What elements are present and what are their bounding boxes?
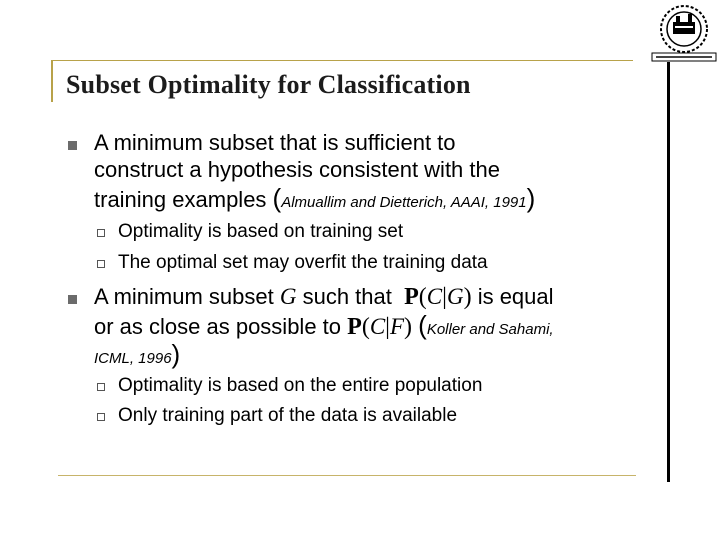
bullet-1-sub-2: The optimal set may overfit the training data bbox=[118, 252, 488, 273]
bullet-2-sub-1: Optimality is based on the entire population bbox=[118, 375, 483, 396]
sub-bullet-marker bbox=[97, 229, 105, 237]
sub-bullet-marker bbox=[97, 260, 105, 268]
university-seal-icon bbox=[648, 0, 720, 64]
math-var-g: G bbox=[279, 284, 297, 309]
title-top-rule bbox=[53, 60, 633, 61]
bullet-2-sub-2: Only training part of the data is available bbox=[118, 405, 458, 426]
math-bar: | bbox=[442, 284, 447, 310]
bullet-2-text-a: A minimum subset bbox=[94, 284, 274, 309]
math-open-paren: ( bbox=[361, 314, 370, 340]
right-vertical-bar bbox=[667, 62, 670, 482]
bullet-1-line-3 bbox=[94, 185, 535, 216]
bullet-2-text-c: is equal bbox=[471, 284, 554, 309]
citation-2b: ICML, 1996 bbox=[94, 350, 172, 367]
math-p-2: P bbox=[347, 314, 362, 340]
bullet-2-text-b: such that bbox=[296, 284, 398, 309]
math-open-paren: ( bbox=[418, 284, 427, 310]
bullet-1-line-3-text: training examples bbox=[94, 187, 273, 212]
citation-2a: Koller and Sahami, bbox=[426, 321, 554, 338]
math-close-paren: ) bbox=[463, 284, 472, 310]
math-p: P bbox=[404, 284, 419, 310]
citation-1: Almuallim and Dietterich, AAAI, 1991 bbox=[281, 194, 527, 211]
close-paren: ) bbox=[171, 339, 181, 369]
bullet-1-sub-1: Optimality is based on training set bbox=[118, 221, 404, 242]
math-var-c: C bbox=[426, 284, 443, 309]
close-paren: ) bbox=[526, 183, 536, 213]
sub-bullet-marker bbox=[97, 383, 105, 391]
math-var-g2: G bbox=[446, 284, 464, 309]
bullet-marker bbox=[68, 295, 77, 304]
open-paren: ( bbox=[272, 183, 282, 213]
bullet-2-line-1 bbox=[94, 284, 554, 310]
slide-title: Subset Optimality for Classification bbox=[66, 70, 471, 99]
bullet-1-line-1: A minimum subset that is sufficient to bbox=[94, 130, 456, 155]
math-bar: | bbox=[385, 314, 390, 340]
title-accent-bar bbox=[51, 60, 53, 102]
bullet-marker bbox=[68, 141, 77, 150]
bottom-rule bbox=[58, 475, 636, 476]
bullet-2-text-d: or as close as possible to bbox=[94, 314, 348, 339]
open-paren: ( bbox=[418, 310, 427, 340]
math-close-paren: ) bbox=[404, 314, 413, 340]
math-var-f: F bbox=[389, 314, 405, 339]
math-var-c-2: C bbox=[369, 314, 386, 339]
bullet-2-line-3 bbox=[94, 341, 180, 372]
bullet-1-line-2: construct a hypothesis consistent with the bbox=[94, 157, 500, 182]
sub-bullet-marker bbox=[97, 413, 105, 421]
bullet-2-line-2 bbox=[94, 312, 554, 343]
